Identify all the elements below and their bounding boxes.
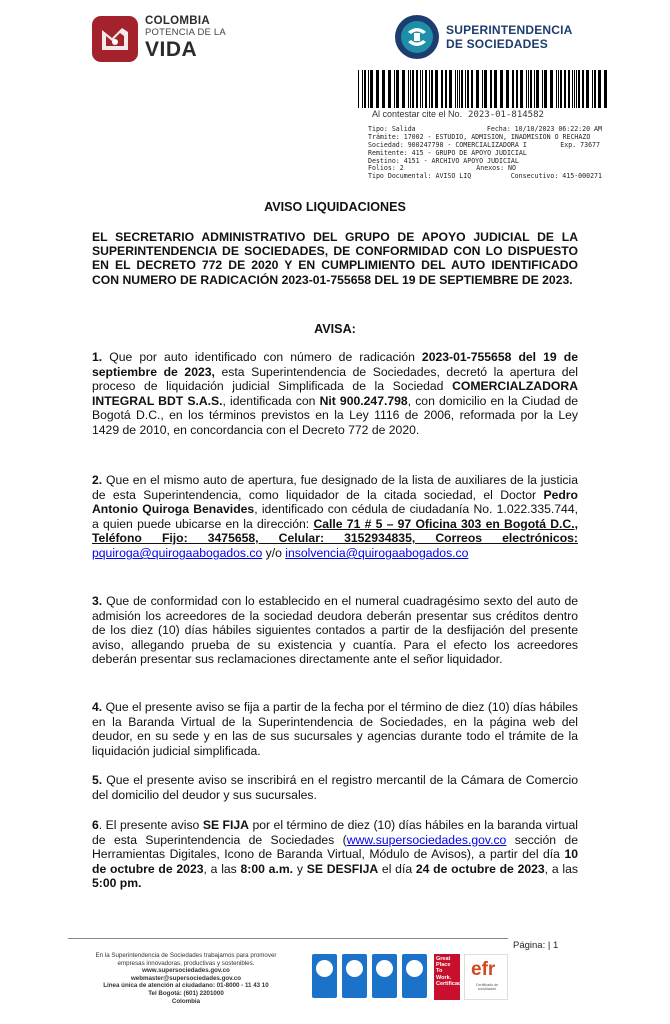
barcode-bar — [530, 70, 532, 108]
barcode-bar — [494, 70, 497, 108]
barcode-bar — [550, 70, 553, 108]
barcode-bar — [429, 70, 430, 108]
barcode-bar — [528, 70, 529, 108]
cite-number: 2023-01-814582 — [468, 110, 544, 120]
barcode-bar — [506, 70, 509, 108]
barcode-bar — [358, 70, 359, 108]
paragraph-number: 2. — [92, 473, 103, 487]
barcode-bar — [376, 70, 379, 108]
filing-metadata — [368, 126, 602, 181]
barcode-bar — [476, 70, 479, 108]
paragraph-2: 2. Que en el mismo auto de apertura, fue designado de la lista de auxiliares de la justicia de esta Superintendencia, como liquidador de la citada sociedad, el Doctor Pedro Antonio Quiroga Benavides, identificado con cédula de ciudadanía No. 1.022.335.744, a quien puede ubicarse en la dirección: Calle 71 # 5 – 97 Oficina 303 en Bogotá D.C., Teléfono Fijo: 3475658, Celular: 3152934835, Correos electrónicos: pquiroga@quirogaabogados.co y/o insolvencia@quirogaabogados.co — [92, 473, 578, 560]
barcode-bar — [500, 70, 503, 108]
footer-email: webmaster@supersociedades.gov.co — [130, 974, 242, 982]
barcode-bar — [490, 70, 492, 108]
liquidator-address: Calle 71 # 5 – 97 Oficina 303 en Bogotá D.C., Teléfono Fijo: 3475658, Celular: 3152934835, Correos electrónicos: — [92, 516, 578, 546]
barcode-bar — [526, 70, 527, 108]
email-link-insolvencia[interactable]: insolvencia@quirogaabogados.co — [285, 545, 469, 560]
barcode-bar — [558, 70, 559, 108]
barcode-bar — [467, 70, 469, 108]
liquidator-name: Pedro Antonio Quiroga Benavides — [92, 487, 578, 517]
seal-icon — [394, 14, 440, 60]
barcode-bar — [364, 70, 366, 108]
barcode-bar — [412, 70, 414, 108]
logo-line-de-sociedades: DE SOCIEDADES — [446, 37, 548, 51]
paragraph-number: 1. — [92, 350, 103, 364]
barcode-bar — [560, 70, 562, 108]
logo-line-vida: VIDA — [145, 38, 198, 61]
company-nit: Nit 900.247.798 — [319, 393, 408, 408]
barcode-bar — [484, 70, 487, 108]
filing-meta-left: Folios: 2 — [368, 164, 404, 173]
barcode-bar — [536, 70, 539, 108]
footer-website: www.supersociedades.gov.co — [142, 967, 230, 975]
cite-label: Al contestar cite el No. — [372, 109, 463, 119]
barcode-bar — [431, 70, 433, 108]
filing-meta-right: Anexos: NO — [476, 164, 516, 173]
supersociedades-logo — [394, 14, 594, 64]
filing-meta-left: Tipo Documental: AVISO LIQ — [368, 172, 472, 181]
barcode-bar — [388, 70, 391, 108]
barcode-bar — [542, 70, 543, 108]
barcode-bar — [449, 70, 452, 108]
filing-cite — [372, 109, 544, 120]
barcode-bar — [425, 70, 427, 108]
barcode-image — [356, 70, 608, 108]
paragraph-6: 6. El presente aviso SE FIJA por el término de diez (10) días hábiles en la baranda virtual de esta Superintendencia de Sociedades (www.supersociedades.gov.co sección de Herramientas Digitales, Icono de Baranda Virtual, Módulo de Avisos), a partir del día 10 de octubre de 2023, a las 8:00 a.m. y SE DESFIJA el día 24 de octubre de 2023, a las 5:00 pm. — [92, 818, 578, 891]
barcode-bar — [457, 70, 458, 108]
filing-meta-left: Remitente: 415 - GRUPO DE APOYO JUDICIAL — [368, 148, 527, 157]
barcode-bar — [516, 70, 518, 108]
document-title: AVISO LIQUIDACIONES — [264, 200, 406, 214]
iso-cert-icon — [402, 954, 427, 998]
barcode-bar — [416, 70, 418, 108]
barcode-bar — [471, 70, 473, 108]
filing-meta-right: Consecutivo: 415-000271 — [510, 172, 602, 181]
barcode-bar — [362, 70, 363, 108]
filing-meta-left: Trámite: 17002 - ESTUDIO, ADMISION, INADMISION O RECHAZO — [368, 132, 591, 141]
filing-meta-left: Sociedad: 900247798 - COMERCIALIZADORA I — [368, 140, 527, 149]
supersociedades-link[interactable]: www.supersociedades.gov.co — [346, 832, 507, 847]
barcode-bar — [461, 70, 463, 108]
barcode-bar — [402, 70, 405, 108]
iso-cert-icon — [372, 954, 397, 998]
barcode-bar — [586, 70, 589, 108]
barcode-bar — [396, 70, 399, 108]
document-preamble: EL SECRETARIO ADMINISTRATIVO DEL GRUPO DE APOYO JUDICIAL DE LA SUPERINTENDENCIA DE SOCIEDADES, DE CONFORMIDAD CON LO DISPUESTO EN EL DECRETO 772 DE 2020 Y EN CUMPLIMIENTO DEL AUTO IDENTIFICADO CON NUMERO DE RADICACIÓN 2023-01-755658 DEL 19 DE SEPTIEMBRE DE 2023. — [92, 230, 578, 287]
flag-icon — [92, 16, 138, 62]
barcode-bar — [544, 70, 547, 108]
logo-line-potencia: POTENCIA DE LA — [145, 27, 226, 38]
filing-meta-right: Fecha: 10/10/2023 06:22:20 AM — [486, 125, 602, 133]
barcode-bar — [441, 70, 443, 108]
barcode-bar — [465, 70, 466, 108]
barcode-bar — [435, 70, 438, 108]
paragraph-number: 5. — [92, 773, 103, 787]
colombia-potencia-logo — [92, 14, 232, 64]
efr-cert-logo: efr Certificado de conciliación — [464, 954, 508, 1000]
paragraph-1: 1. Que por auto identificado con número de radicación 2023-01-755658 del 19 de septiembre de 2023, esta Superintendencia de Sociedades, decretó la apertura del proceso de liquidación judicial Simplificada de la Sociedad COMERCIALZADORA INTEGRAL BDT S.A.S., identificada con Nit 900.247.798, con domicilio en la Ciudad de Bogotá D.C., en los términos previstos en la Ley 1116 de 2006, reformada por la Ley 1429 de 2010, en concordancia con el Decreto 772 de 2020. — [92, 350, 578, 437]
barcode-bar — [408, 70, 409, 108]
barcode-bar — [382, 70, 385, 108]
barcode-bar — [564, 70, 566, 108]
barcode-bar — [572, 70, 573, 108]
barcode-bar — [520, 70, 523, 108]
barcode-bar — [420, 70, 421, 108]
barcode-bar — [482, 70, 483, 108]
barcode-bar — [455, 70, 456, 108]
certification-badges — [312, 954, 512, 1002]
radicacion-number: 2023-01-755658 del 19 de septiembre de 2023, — [92, 350, 578, 379]
barcode-bar — [394, 70, 395, 108]
paragraph-5: 5. Que el presente aviso se inscribirá en el registro mercantil de la Cámara de Comercio del domicilio del deudor y sus sucursales. — [92, 773, 578, 802]
paragraph-4: 4. Que el presente aviso se fija a partir de la fecha por el término de diez (10) días hábiles en la Baranda Virtual de la Superintendencia de Sociedades, en la página web del deudor, en su sede y en las de sus sucursales y agencias durante todo el trámite de la liquidación judicial simplificada. — [92, 700, 578, 758]
iso-cert-icon — [312, 954, 337, 998]
barcode-bar — [598, 70, 601, 108]
barcode-bar — [459, 70, 460, 108]
filing-meta-row — [368, 173, 602, 181]
barcode-bar — [568, 70, 570, 108]
barcode-bar — [604, 70, 607, 108]
paragraph-number: 6 — [92, 818, 99, 832]
barcode-bar — [445, 70, 447, 108]
footer-contact: En la Superintendencia de Sociedades trabajamos para promover empresas innovadoras, productivas y sostenibles. www.supersociedades.gov.co webmaster@supersociedades.gov.co Línea única de atención al ciudadano: 01-8000 - 11 43 10 Tel Bogotá: (601) 2201000 Colombia — [86, 952, 286, 1005]
email-link-pquiroga[interactable]: pquiroga@quirogaabogados.co — [92, 545, 263, 560]
desfija-date: 24 de octubre de 2023 — [415, 861, 545, 876]
filing-meta-left: Tipo: Salida — [368, 125, 416, 133]
barcode-bar — [592, 70, 593, 108]
logo-line-superintendencia: SUPERINTENDENCIA — [446, 23, 573, 37]
fija-date: 10 de octubre de 2023 — [92, 847, 578, 876]
barcode-bar — [578, 70, 580, 108]
footer-phone-line: Línea única de atención al ciudadano: 01-8000 - 11 43 10 — [103, 982, 269, 990]
logo-line-colombia: COLOMBIA — [145, 15, 211, 27]
barcode-bar — [368, 70, 369, 108]
paragraph-3: 3. Que de conformidad con lo establecido en el numeral cuadragésimo sexto del auto de admisión los acreedores de la sociedad deudora deberán presentar sus créditos dentro de los diez (10) días hábiles siguientes contados a partir de la desfijación del presente aviso, allegando prueba de su existencia y cuantía. Para el efecto los acreedores deberán presentar sus reclamaciones directamente ante el señor liquidador. — [92, 594, 578, 667]
barcode-bar — [576, 70, 577, 108]
barcode-bar — [422, 70, 423, 108]
barcode-bar — [582, 70, 584, 108]
barcode-bar — [512, 70, 514, 108]
avisa-heading: AVISA: — [314, 322, 356, 336]
footer-divider — [68, 938, 508, 939]
filing-meta-right: Exp. 73677 — [560, 140, 600, 149]
barcode-bar — [534, 70, 535, 108]
company-name: COMERCIALZADORA INTEGRAL BDT S.A.S. — [92, 379, 578, 408]
barcode-bar — [594, 70, 596, 108]
barcode-bar — [410, 70, 411, 108]
filing-meta-left: Destino: 4151 - ARCHIVO APOYO JUDICIAL — [368, 156, 519, 165]
paragraph-number: 4. — [92, 700, 103, 714]
page-number: Página: | 1 — [513, 940, 559, 951]
barcode-bar — [556, 70, 557, 108]
paragraph-number: 3. — [92, 594, 103, 608]
great-place-to-work-badge: Great Place To Work. Certificada — [434, 954, 460, 1000]
iso-cert-icon — [342, 954, 367, 998]
barcode-bar — [574, 70, 575, 108]
barcode-bar — [370, 70, 373, 108]
